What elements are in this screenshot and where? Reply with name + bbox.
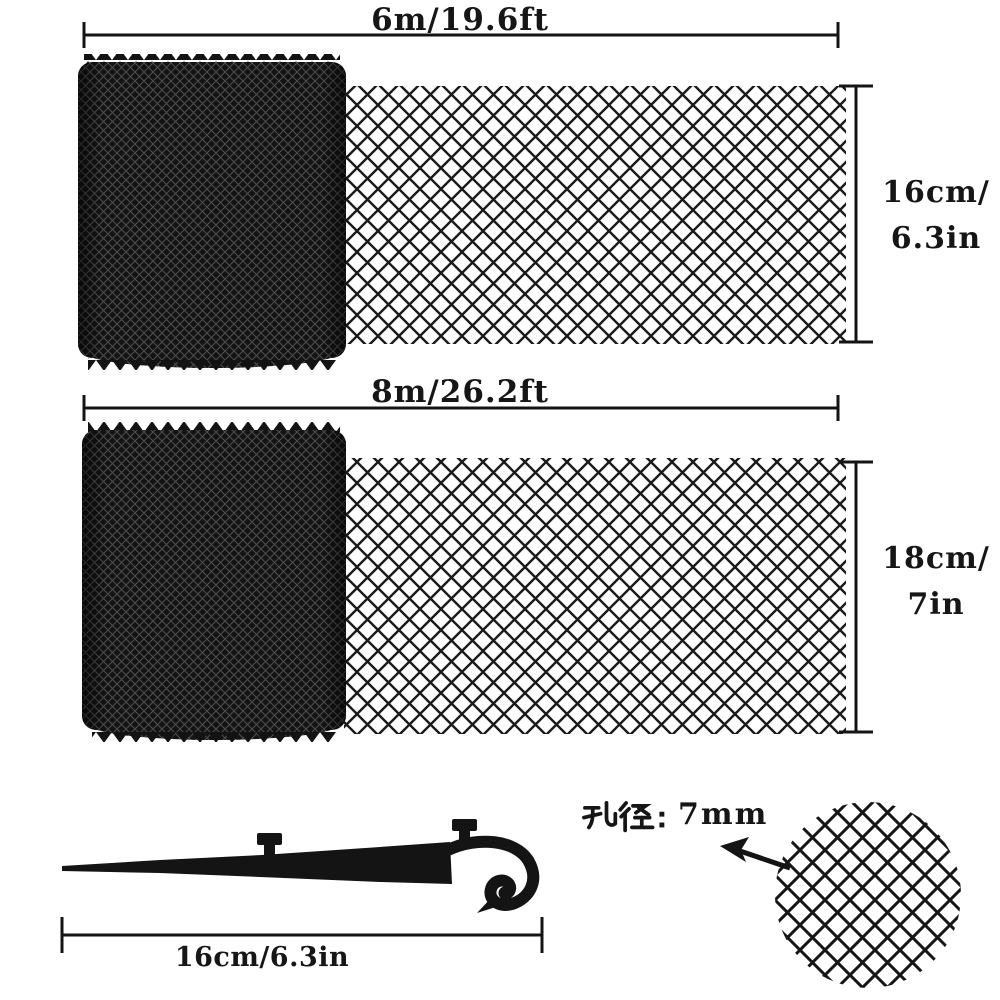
height-label-16cm-line1: 16cm/ (882, 175, 990, 210)
mesh-sheet-1 (344, 86, 846, 344)
length-label-6m: 6m/19.6ft (371, 2, 549, 38)
mesh-sheet-2 (344, 458, 846, 734)
height-label-18cm (866, 536, 1000, 628)
height-label-18cm-line1: 18cm/ (882, 541, 990, 576)
hole-diameter-value: 7mm (678, 797, 769, 832)
height-label-16cm (866, 170, 1000, 262)
mesh-detail-circle (775, 802, 961, 988)
mesh-roll-1 (78, 54, 346, 370)
height-label-18cm-line2: 7in (907, 587, 965, 622)
pointer-arrow (720, 837, 790, 868)
gutter-clip-stake (62, 819, 533, 913)
mesh-roll-2 (82, 422, 346, 742)
stake-length-label: 16cm/6.3in (174, 942, 350, 973)
height-label-16cm-line2: 6.3in (890, 221, 982, 256)
length-label-8m: 8m/26.2ft (371, 374, 549, 410)
cjk-hole-diameter-text (584, 803, 664, 830)
